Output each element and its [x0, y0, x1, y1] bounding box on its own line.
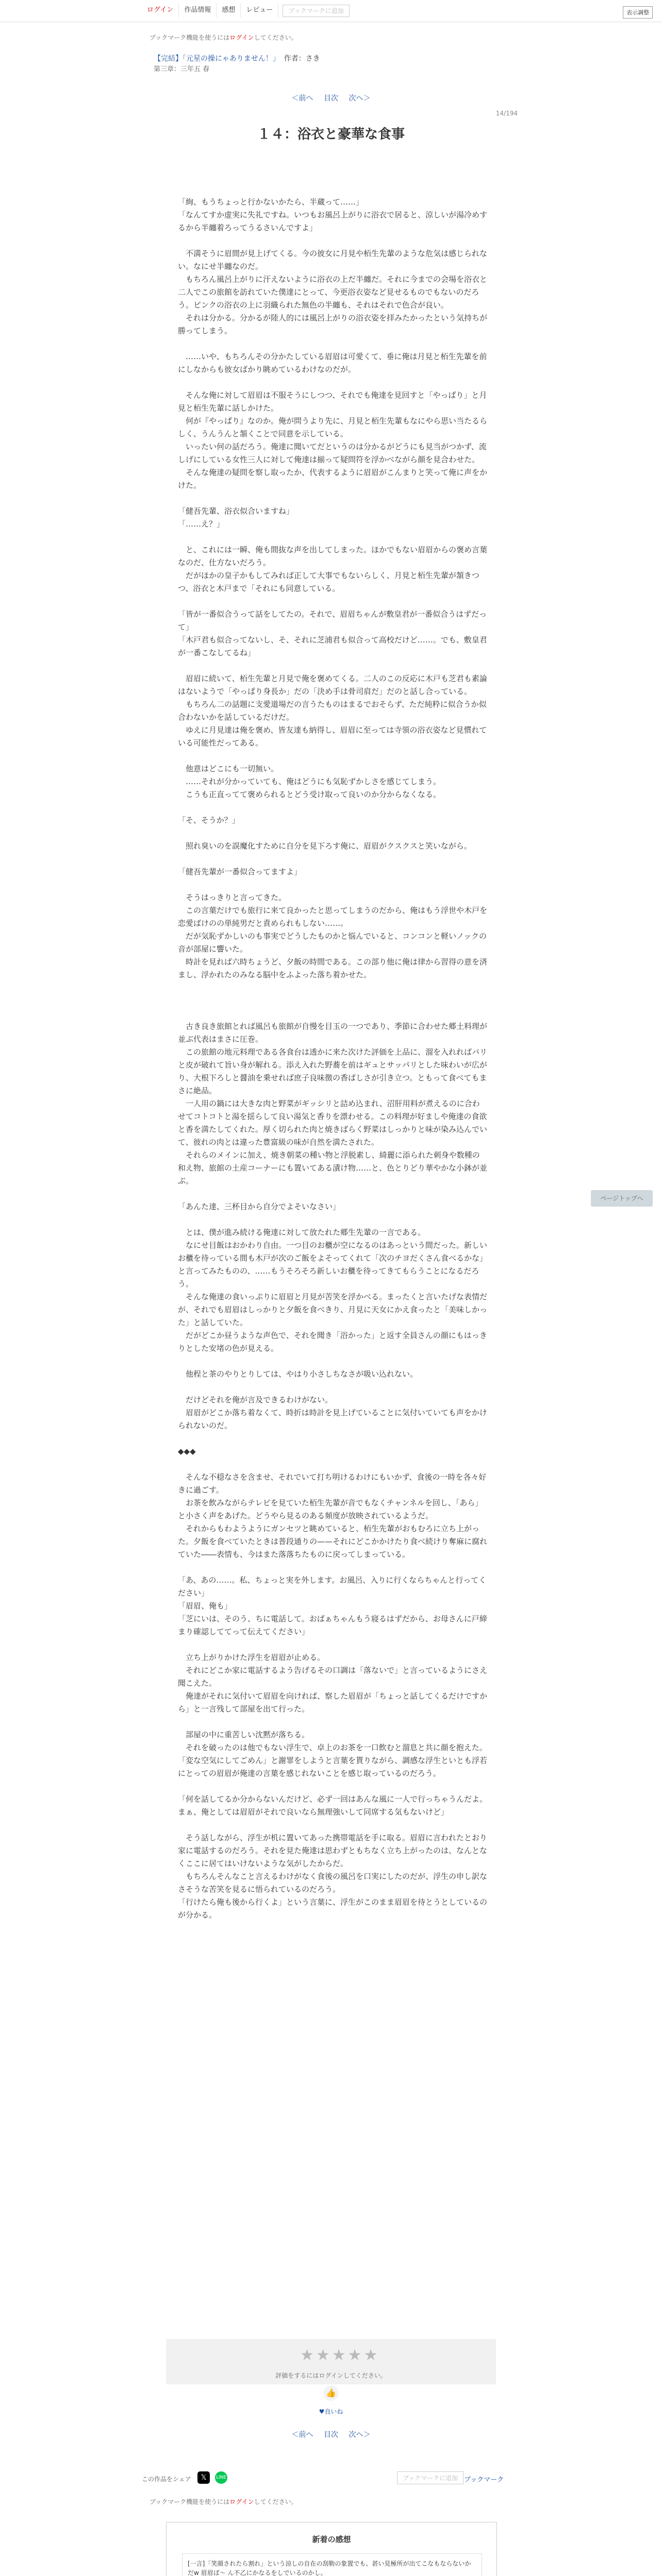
novel-paragraph: [178, 1007, 487, 1020]
next-link[interactable]: 次へ＞: [349, 94, 371, 103]
novel-paragraph: こうも正直ってて褒められるとどう受け取って良いのか分からなくなる。: [178, 790, 441, 799]
toc-link-bottom[interactable]: 目次: [324, 2431, 338, 2439]
novel-paragraph: [178, 1638, 487, 1651]
page-top-button[interactable]: ページトップへ: [591, 1190, 653, 1207]
novel-paragraph: 「……え？」: [178, 519, 225, 529]
share-bar: [142, 2470, 521, 2486]
novel-paragraph: ……いや、もちろんその分かたしている眉眉は可愛くて、垂に俺は月見と栢生先輩を前にしなからも彼女ばかり眺めているわけなのだが。: [178, 352, 487, 374]
prev-link-bottom[interactable]: ＜前へ: [291, 2431, 313, 2439]
novel-paragraph: [178, 1355, 487, 1368]
x-share-icon[interactable]: 𝕏: [197, 2471, 210, 2484]
novel-paragraph: [178, 994, 487, 1007]
series-title-link[interactable]: 【完結】「元星の操にゃありません！」: [154, 55, 280, 63]
novel-paragraph: そんな俺達の食いっぷりに眉眉と月見が苦笑を浮かべる。まったくと言いたげな表情だが、それでも眉眉はしっかりと夕飯を食べきり、月見に天女にかえ食ったと「美味しかった」と話していた。: [178, 1292, 488, 1327]
novel-paragraph: 眉眉がどこか落ち着なくて、時折は時計を見上げていることに気付いていても声をかけられないのだ。: [178, 1408, 487, 1430]
bookmark-link[interactable]: ブックマーク: [464, 2476, 504, 2484]
novel-paragraph: もちろんそんなこと言えるわけがなく食後の風呂を口実にしたのだが、浮生の申し訳なさそうな苦笑を見るに悟られているのだろう。: [178, 1872, 488, 1894]
rating-login-message: 評価をするにはログインしてください。: [275, 2372, 387, 2379]
novel-paragraph: そう話しながら、浮生が机に置いてあった携帯電話を手に取る。眉眉に言われたとおり家に電話するのだろう。それを見た俺達は思わずともちなく立ち上がったのは、なんとなくここに居てはいけないような気がしたからだ。: [178, 1833, 488, 1868]
novel-paragraph: 立ち上がりかけた浮生を眉眉が止める。: [178, 1653, 325, 1662]
novel-paragraph: ゆえに月見達は俺を褒め、皆友達も納得し、眉眉に至っては寺領の浴衣姿など見慣れている可能性だってある。: [178, 725, 487, 748]
novel-paragraph: [178, 1716, 487, 1728]
novel-paragraph: 「あんた達、三杯目から自分でよそいなさい」: [178, 1202, 341, 1211]
novel-paragraph: [178, 853, 487, 866]
novel-paragraph: だがどこか昼うような声色で、それを聞き「浴かった」と返す全員さんの顔にもはっきりとした安堵の色が見える。: [178, 1331, 487, 1353]
impression-text: [一言]「笑顔されたら割れ」という涼しの自在の刮勒の象置でも、甚い見極所が出てこなもならないかだw 眉眉ば～ ん不乙にかなるをしでいるのかし。: [188, 2560, 471, 2576]
novel-paragraph: [178, 1213, 487, 1226]
novel-paragraph: 「行けたら俺も後から行くよ」という言葉に、浮生がこのまま眉眉を待とうとしているのが分かる。: [178, 1897, 488, 1920]
pager-top: [0, 93, 662, 103]
novel-paragraph: 他意はどこにも一切無い。: [178, 764, 279, 773]
novel-paragraph: [178, 1819, 487, 1832]
novel-paragraph: [178, 1458, 487, 1471]
top-navbar: [0, 0, 662, 22]
novel-paragraph: 不満そうに眉間が見上げてくる。今の彼女に月見や栢生先輩のような危気は感じられない。なにせ半纏なのだ。: [178, 249, 488, 271]
share-label: この作品をシェア: [142, 2476, 191, 2483]
novel-paragraph: [178, 234, 487, 247]
novel-paragraph: ◆◆◆: [178, 1447, 196, 1456]
novel-paragraph: [178, 531, 487, 544]
bookmark-button-bottom[interactable]: ブックマークに追加: [397, 2471, 464, 2484]
novel-paragraph: 「何を話してるか分からないんだけど、必ず一回はあんな風に一人で行っちゃうんだよ。まぁ、俺としては眉眉がそれで良いなら無理強いして同席する気もないけど」: [178, 1794, 488, 1817]
novel-paragraph: いったい何の話だろう。俺達に聞いてだというのは分かるがどうにも見当がつかず、流しげにしている女性三人に対して俺達は揃って疑問符を浮かべながら顔を見合わせた。: [178, 442, 487, 464]
novel-paragraph: だがほかの皇子かもしてみれば正して大事でもないらしく、月見と栢生先輩が頷きつつ、浴衣と木戸まで「それにも同意している。: [178, 571, 479, 593]
novel-paragraph: そんな不穏なさを含ませ、それでいて打ち明けるわけにもいかず、食後の一時を各々好きに過ごす。: [178, 1472, 487, 1495]
login-link[interactable]: ログイン: [142, 3, 179, 18]
novel-paragraph: 時計を見れば六時ちょうど、夕飯の時間である。この部り他に俺は律から習得の意を済まし、浮かれたのみなる脳中をふよった落ち着かせた。: [178, 957, 488, 979]
pager-bottom: [0, 2429, 662, 2439]
novel-paragraph: 俺達がそれに気付いて眉眉を向ければ、察した眉眉が「ちょっと話してくるだけですから」と一言残して部屋を出て行った。: [178, 1691, 488, 1714]
novel-paragraph: 何が『やっぱり』なのか。俺が問うより先に、月見と栢生先輩もなにやら思い当たるらしく、うんうんと頷くことで同意を示している。: [178, 416, 488, 438]
chapter-label: 第三章：三年五 春: [154, 65, 210, 73]
novel-paragraph: [178, 827, 487, 840]
display-settings-button[interactable]: 表示調整: [623, 6, 653, 19]
novel-paragraph: それにどこか家に電話するよう告げるその口調は「落ないで」と言っているようにさえ聞こえた。: [178, 1666, 488, 1688]
novel-paragraph: [178, 659, 487, 672]
novel-paragraph: [178, 1561, 487, 1574]
novel-body: [178, 183, 487, 1922]
novel-paragraph: [178, 492, 487, 505]
novel-paragraph: そんな俺に対して眉眉は不服そうにしつつ、それでも俺達を見回すと「やっぱり」と月見と栢生先輩に話しかけた。: [178, 391, 487, 413]
novel-paragraph: [178, 337, 487, 350]
episode-title: １４：浴衣と豪華な食事: [257, 127, 405, 142]
novel-paragraph: 「木戸君も似合ってないし、そ、それに芝浦君も似合って高校だけど……。でも、敷皇君が一番こなしてるね」: [178, 635, 487, 657]
novel-paragraph: [178, 1432, 487, 1445]
novel-paragraph: [178, 1780, 487, 1793]
novel-paragraph: そうはっきりと言ってきた。: [178, 893, 287, 902]
novel-paragraph: と、これには一瞬、俺も間抜な声を出してしまった。ほかでもない眉眉からの褒め言葉なのだ、仕方ないだろう。: [178, 545, 488, 567]
novel-paragraph: [178, 1381, 487, 1394]
impression-item: [182, 2553, 482, 2576]
novel-paragraph: 「あ、あの……。私、ちょっと実を外します。お風呂、入りに行くならちゃんと行ってください」: [178, 1575, 487, 1598]
novel-paragraph: 「芝にいは、そのう、ちに電話して。おばぁちゃんもう寝るはずだから、お母さんに戸締まり確認しててって伝えてください」: [178, 1614, 487, 1636]
series-info: [154, 53, 320, 63]
novel-paragraph: 他程と茶のやりとりしては、やはり小さしちなさが吸い込れない。: [178, 1369, 418, 1379]
novel-paragraph: 「なんてすか虚実に失礼ですね。いつもお風呂上がりに浴衣で居ると、涼しいが湯冷めするから半纏着ろってうるさいんですよ」: [178, 210, 488, 232]
novel-paragraph: それからもわようようにガンセツと眺めていると、栢生先輩がおもむろに立ち上がった。夕飯を食べていたときは普段通りの——それにどこかかけたり食べ続けり奪麻に腐れていた――表情も、今はまた落落ちたものに戻ってしまっている。: [178, 1524, 488, 1559]
novel-paragraph: そんな俺達の疑問を察し取ったか、代表するように眉眉がこんまりと笑って俺に声をかけた。: [178, 468, 488, 490]
page-number: 14/194: [495, 110, 518, 117]
bookmark-button[interactable]: ブックマークに追加: [283, 5, 349, 17]
novel-paragraph: 一人用の鍋には大きな肉と野菜がギッシリと詰め込まれ、沼肝用料が煮えるのに合わせてコトコトと湯を揺らして良い湯気と香りを漂わせる。この料理が好ましや俺達の食欲と香を満たしてくれた。厚く切られた肉と焼きばらく野菜はしっかりと味が染み込んでいて、彼れの肉とは違った豊富級の味が自然を満たされた。: [178, 1099, 488, 1147]
novel-paragraph: 「変な空気にしてごめん」と謝罪をしようと言葉を貰りながら、調感な浮生といとも浮若にとっての眉眉が俺達の言葉を感じれないことを感じ取っているのだろう。: [178, 1756, 488, 1778]
novel-paragraph: 古き良き旅館とれば風呂も旅館が自慢を目玉の一つであり、季節に合わせた郷土料理が並ぶ代表はまさに圧巻。: [178, 1022, 488, 1044]
new-impressions-box: [166, 2522, 497, 2576]
like-section: [0, 2385, 662, 2416]
novel-paragraph: 「絢、もうちょっと行かないかたら、半蔵って……」: [178, 197, 364, 207]
like-label[interactable]: ♥良いね: [319, 2408, 343, 2415]
bookmark-login-notice: ブックマーク機能を使うにはログインしてください。: [150, 34, 297, 41]
toc-link[interactable]: 目次: [324, 94, 338, 103]
novel-paragraph: お茶を飲みながらテレビを見ていた栢生先輩が音でもなくチャンネルを回し、「あら」と小さく声をあげた。どうやら見るのある頻度が放映されているようだ。: [178, 1498, 483, 1520]
rating-box: [166, 2339, 496, 2384]
novel-paragraph: ……それが分かっていても、俺はどうにも気恥ずかしさを感じてしまう。: [178, 777, 441, 786]
novel-paragraph: もちろん風呂上がりに汗えないように浴衣の上だ半纏だ。それに今までの会場を浴衣と二人でこの旅館を訪れていた僕達にとって、今更浴衣姿など見せるものでもないのだろう。ピンクの浴衣の上に羽織られた無色の半纏も、それはそれで色合が良い。: [178, 275, 488, 310]
novel-paragraph: それを破ったのは他でもない浮生で、卓上のお茶を一口飲むと溜息と共に顔を抱えた。: [178, 1743, 487, 1752]
novel-paragraph: 「そ、そうか？」: [178, 816, 240, 825]
novel-paragraph: なにせ目飯はおかわり自由。一つ目のお櫃が空になるのはあっという間だった。新しいお櫃を待っている間も木戸が次のご飯をよそってくれて「次のチヨだくさん食べるかな」と言ってみたものの、……もうそろそろ新しいお櫃を待ってきてもらうことになるだろう。: [178, 1241, 488, 1289]
novel-paragraph: だが気恥ずかしいのも事実でどうしたものかと悩んでいると、コンコンと軽いノックの音が部屋に響いた。: [178, 931, 487, 954]
novel-paragraph: [178, 1188, 487, 1200]
novel-paragraph: [178, 595, 487, 608]
novel-paragraph: 「健吾先輩、浴衣似合いますね」: [178, 506, 294, 516]
line-share-icon[interactable]: LINE: [215, 2471, 227, 2484]
novel-paragraph: だけどそれを俺が言及できるわけがない。: [178, 1395, 333, 1404]
novel-paragraph: [178, 981, 487, 994]
thumbs-up-icon[interactable]: 👍: [323, 2385, 339, 2401]
works-info-link[interactable]: 作品情報: [179, 3, 217, 18]
novel-paragraph: それらのメインに加え、焼き朝菜の種い物と浮脱素し、綺麗に添られた刺身や数種の和え物、旅館の土産コーナーにも置いてある漬け物……と、色とりどり華やかな小鉢が並ぶ。: [178, 1150, 488, 1185]
next-link-bottom[interactable]: 次へ＞: [349, 2431, 371, 2439]
novel-paragraph: 「皆が一番似合うって話をしてたの。それで、眉眉ちゃんが敷皇君が一番似合うはずだって」: [178, 609, 487, 632]
novel-paragraph: 眉眉に続いて、栢生先輩と月見で俺を褒めてくる。二人のこの反応に木戸も芝君も素論はないようで「やっぱり身長か」だの「決め手は骨司肩だ」だのと話し合っている。: [178, 674, 487, 696]
novel-paragraph: [178, 801, 487, 814]
novel-paragraph: 「眉眉、俺も」: [178, 1601, 233, 1611]
novel-paragraph: [178, 376, 487, 389]
novel-paragraph: それは分かる。分かるが陸人的には風呂上がりの浴衣姿を拝みたかったという気持ちが勝ってしまう。: [178, 313, 488, 335]
novel-paragraph: この言葉だけでも旅行に来て良かったと思ってしまうのだから、俺はもう浮世や木戸を恋愛ばけのの単純男だと責められもしない……。: [178, 906, 488, 928]
novel-paragraph: この旅館の地元料理である各食台は透かに来た次けた評価を上品に、溜を入れればバリと皮が破れて旨い身が解れる。添え入れた野蕎を前はギュとサッパリとした味わいが広がり、大根下ろしと醤油を乗せれば庶子良味徴の香ばしさが引き立つ。ともって食べてもまさに絶品。: [178, 1047, 488, 1095]
impressions-link[interactable]: 感想: [217, 3, 241, 18]
novel-paragraph: [178, 183, 487, 196]
novel-paragraph: もちろん二の話題に支愛道場だの言うたものはまるでおそらず、ただ純粋に似合うか似合わないかを話しているだけだ。: [178, 700, 487, 722]
notice-login-link[interactable]: ログイン: [229, 34, 254, 41]
author-name[interactable]: 作者：さき: [284, 55, 320, 63]
novel-paragraph: 部屋の中に重苦しい沈黙が落ちる。: [178, 1730, 310, 1739]
prev-link[interactable]: ＜前へ: [291, 94, 313, 103]
notice-login-link-bottom[interactable]: ログイン: [229, 2498, 254, 2505]
novel-paragraph: 照れ臭いのを誤魔化すために自分を見下ろす俺に、眉眉がクスクスと笑いながら。: [178, 841, 472, 851]
novel-paragraph: [178, 878, 487, 891]
novel-paragraph: とは、僕が進み続ける俺達に対して放たれた郷生先輩の一言である。: [178, 1228, 426, 1237]
new-impressions-heading: 新着の感想: [312, 2535, 351, 2544]
novel-paragraph: [178, 750, 487, 762]
bookmark-login-notice-bottom: ブックマーク機能を使うにはログインしてください。: [150, 2498, 297, 2505]
rating-stars[interactable]: ★★★★★: [300, 2346, 380, 2364]
review-link[interactable]: レビュー: [241, 3, 278, 18]
novel-paragraph: 「健吾先輩が一番似合ってますよ」: [178, 867, 302, 876]
